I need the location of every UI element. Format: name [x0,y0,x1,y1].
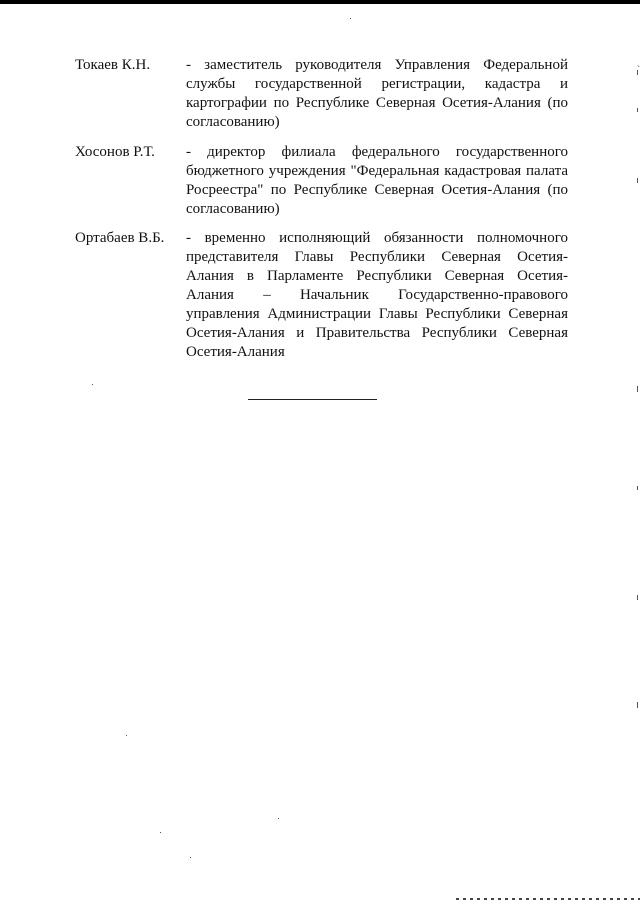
scan-speck [126,735,127,736]
description-line: службы государственной регистрации, кадастра и [186,76,568,92]
member-name: Ортабаев В.Б. [75,230,165,246]
description-line: бюджетного учреждения "Федеральная кадастровая палата [186,163,568,179]
closing-rule [248,399,377,400]
member-description [186,229,568,362]
description-line: картографии по Республике Северная Осетия-Алания (по [186,95,568,111]
edge-artifact [637,386,638,392]
top-border-line [0,0,640,4]
member-name: Токаев К.Н. [75,57,151,73]
scan-speck [92,384,93,385]
scan-speck [350,18,351,19]
scan-speck [160,832,161,833]
scan-speck [278,818,279,819]
description-line: Осетия-Алания и Правительства Республики Северная [186,325,568,341]
description-line: Росреестра" по Республике Северная Осетия-Алания (по [186,182,568,198]
description-line: Осетия-Алания [186,344,285,360]
member-description [186,56,568,132]
description-line: Алания в Парламенте Республики Северная Осетия- [186,268,568,284]
description-line: Алания – Начальник Государственно-правового [186,287,568,303]
edge-artifact [637,178,638,183]
edge-artifact [637,702,638,708]
edge-artifact [637,70,638,75]
bottom-scan-dots [456,898,640,900]
description-line: представителя Главы Республики Северная Осетия- [186,249,568,265]
description-line: управления Администрации Главы Республики Северная [186,306,568,322]
edge-artifact [637,108,638,112]
edge-artifact [637,486,638,490]
scan-speck [190,857,191,858]
edge-artifact [637,595,638,600]
description-line: согласованию) [186,201,280,217]
description-line: согласованию) [186,114,280,130]
description-line: - заместитель руководителя Управления Федеральной [186,57,568,73]
description-line: - директор филиала федерального государственного [186,144,568,160]
description-line: - временно исполняющий обязанности полномочного [186,230,568,246]
member-description [186,143,568,219]
member-name: Хосонов Р.Т. [75,144,155,160]
